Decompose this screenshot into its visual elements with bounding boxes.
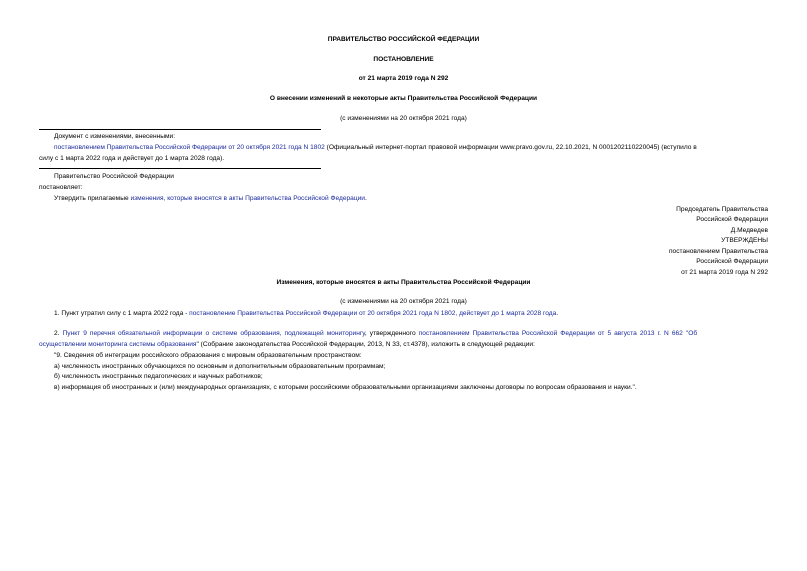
signature-name: Д.Медведев: [730, 227, 768, 234]
approve-prefix: Утвердить прилагаемые: [54, 195, 131, 202]
approval-line3: Российской Федерации: [696, 258, 768, 265]
changes-title: Изменения, которые вносятся в акты Правительства Российской Федерации: [276, 279, 531, 286]
amendment-source: (Официальный интернет-портал правовой информации www.pravo.gov.ru, 22.10.2021, N 0001202110220045) (вступило в: [324, 144, 697, 151]
signature-position-1: Председатель Правительства: [676, 206, 768, 213]
divider-line: [39, 168, 321, 169]
changes-item-1: [54, 310, 558, 318]
changes-revision-note: (с изменениями на 20 октября 2021 года): [340, 298, 467, 305]
approval-line2: постановлением Правительства: [668, 248, 768, 255]
doc-type-heading: ПОСТАНОВЛЕНИЕ: [373, 56, 434, 63]
revision-note: (с изменениями на 20 октября 2021 года): [340, 115, 467, 122]
date-number-heading: от 21 марта 2019 года N 292: [358, 75, 449, 82]
item1-link[interactable]: постановление Правительства Российской Федерации от 20 октября 2021 года N 1802, действует до 1 марта 2028 года: [189, 310, 557, 317]
changes-item-2-line1: [54, 330, 768, 338]
item2-number: 2.: [54, 330, 63, 337]
item1-prefix: 1. Пункт утратил силу с 1 марта 2022 года -: [54, 310, 190, 317]
approval-line1: УТВЕРЖДЕНЫ: [721, 237, 768, 244]
item2-link-list[interactable]: Пункт 9 перечня обязательной информации о системе образования, подлежащей мониторингу: [62, 330, 365, 337]
signature-position-2: Российской Федерации: [696, 216, 768, 223]
amendments-label: Документ с изменениями, внесенными:: [54, 133, 176, 140]
approve-paragraph: [54, 195, 367, 203]
item1-suffix: .: [556, 310, 559, 317]
changes-item-2-line2: [39, 341, 535, 349]
document-title: О внесении изменений в некоторые акты Правительства Российской Федерации: [269, 95, 538, 102]
quote-item-b: б) численность иностранных педагогических и научных работников;: [54, 373, 263, 380]
preamble-line2: постановляет:: [39, 184, 83, 191]
item2-mid: , утвержденного: [364, 330, 419, 337]
amendment-link[interactable]: постановлением Правительства Российской Федерации от 20 октября 2021 года N 1802: [54, 144, 325, 151]
amendments-text: [54, 144, 768, 152]
item2-tail: " (Собрание законодательства Российской Федерации, 2013, N 33, ст.4378), изложить в следующей редакции:: [196, 341, 535, 348]
quote-line-1: "9. Сведения об интеграции российского образования с мировым образовательным пространством:: [54, 352, 362, 359]
item2-link-decree-cont[interactable]: осуществлении мониторинга системы образования: [39, 341, 197, 348]
item2-link-decree[interactable]: постановлением Правительства Российской Федерации от 5 августа 2013 г. N 662 "Об: [418, 330, 698, 337]
amendments-validity: силу с 1 марта 2022 года и действует до 1 марта 2028 года).: [39, 155, 225, 162]
quote-item-a: а) численность иностранных обучающихся по основным и дополнительным образовательным программам;: [54, 363, 386, 370]
approve-link[interactable]: изменения, которые вносятся в акты Правительства Российской Федерации: [130, 195, 365, 202]
quote-item-c: в) информация об иностранных и (или) международных организациях, с которыми российскими образовательными организациями заключены договоры по вопросам образования и науки.".: [54, 384, 637, 391]
preamble-line1: Правительство Российской Федерации: [54, 173, 174, 180]
divider-line: [39, 129, 321, 130]
government-heading: ПРАВИТЕЛЬСТВО РОССИЙСКОЙ ФЕДЕРАЦИИ: [327, 36, 480, 43]
approve-suffix: .: [364, 195, 367, 202]
approval-line4: от 21 марта 2019 года N 292: [681, 269, 768, 276]
